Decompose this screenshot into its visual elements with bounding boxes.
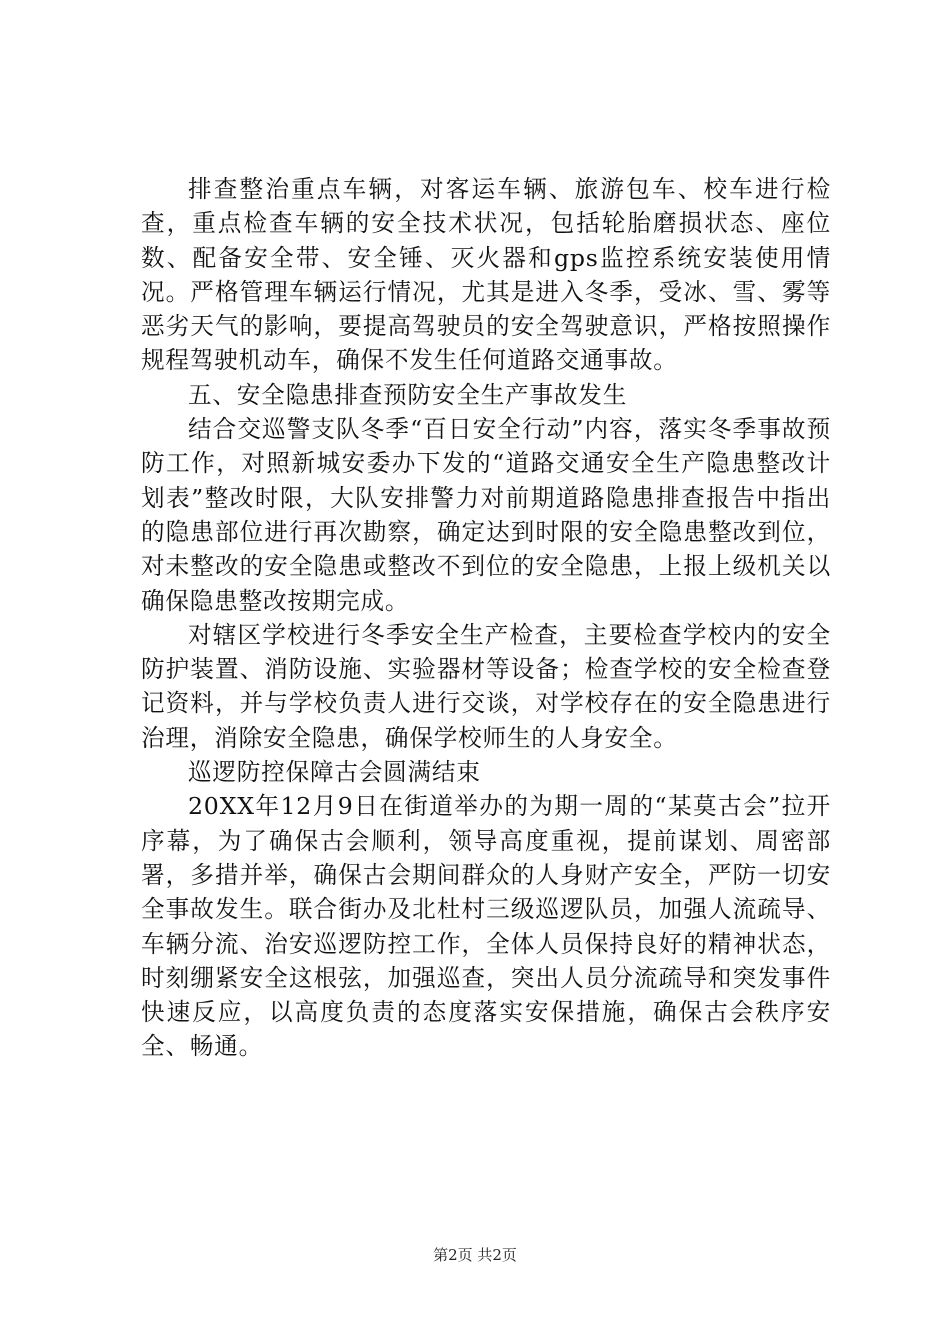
page-footer: 第2页 共2页 <box>433 1246 517 1264</box>
paragraph-vehicle-inspection: 排查整治重点车辆，对客运车辆、旅游包车、校车进行检查，重点检查车辆的安全技术状况，包括轮胎磨损状态、座位数、配备安全带、安全锤、灭火器和gps监控系统安装使用情况。严格管理车辆运行情况，尤其是进入冬季，受冰、雪、雾等恶劣天气的影响，要提高驾驶员的安全驾驶意识，严格按照操作规程驾驶机动车，确保不发生任何道路交通事故。 <box>141 175 831 375</box>
section-heading-temple-fair-patrol: 巡逻防控保障古会圆满结束 <box>188 758 481 787</box>
paragraph-school-safety-check: 对辖区学校进行冬季安全生产检查，主要检查学校内的安全防护装置、消防设施、实验器材等设备；检查学校的安全检查登记资料，并与学校负责人进行交谈，对学校存在的安全隐患进行治理，消除安全隐患，确保学校师生的人身安全。 <box>141 620 831 752</box>
document-body <box>141 172 831 1064</box>
paragraph-temple-fair-security: 20XX年12月9日在街道举办的为期一周的“某莫古会”拉开序幕，为了确保古会顺利，领导高度重视，提前谋划、周密部署，多措并举，确保古会期间群众的人身财产安全，严防一切安全事故发生。联合街办及北杜村三级巡逻队员，加强人流疏导、车辆分流、治安巡逻防控工作，全体人员保持良好的精神状态，时刻绷紧安全这根弦，加强巡查，突出人员分流疏导和突发事件快速反应，以高度负责的态度落实安保措施，确保古会秩序安全、畅通。 <box>141 792 831 1061</box>
paragraph-winter-accident-prevention: 结合交巡警支队冬季“百日安全行动”内容，落实冬季事故预防工作，对照新城安委办下发的“道路交通安全生产隐患整改计划表”整改时限，大队安排警力对前期道路隐患排查报告中指出的隐患部位进行再次勘察，确定达到时限的安全隐患整改到位，对未整改的安全隐患或整改不到位的安全隐患，上报上级机关以确保隐患整改按期完成。 <box>141 415 831 615</box>
section-heading-hazard-screening: 五、安全隐患排查预防安全生产事故发生 <box>188 380 628 409</box>
